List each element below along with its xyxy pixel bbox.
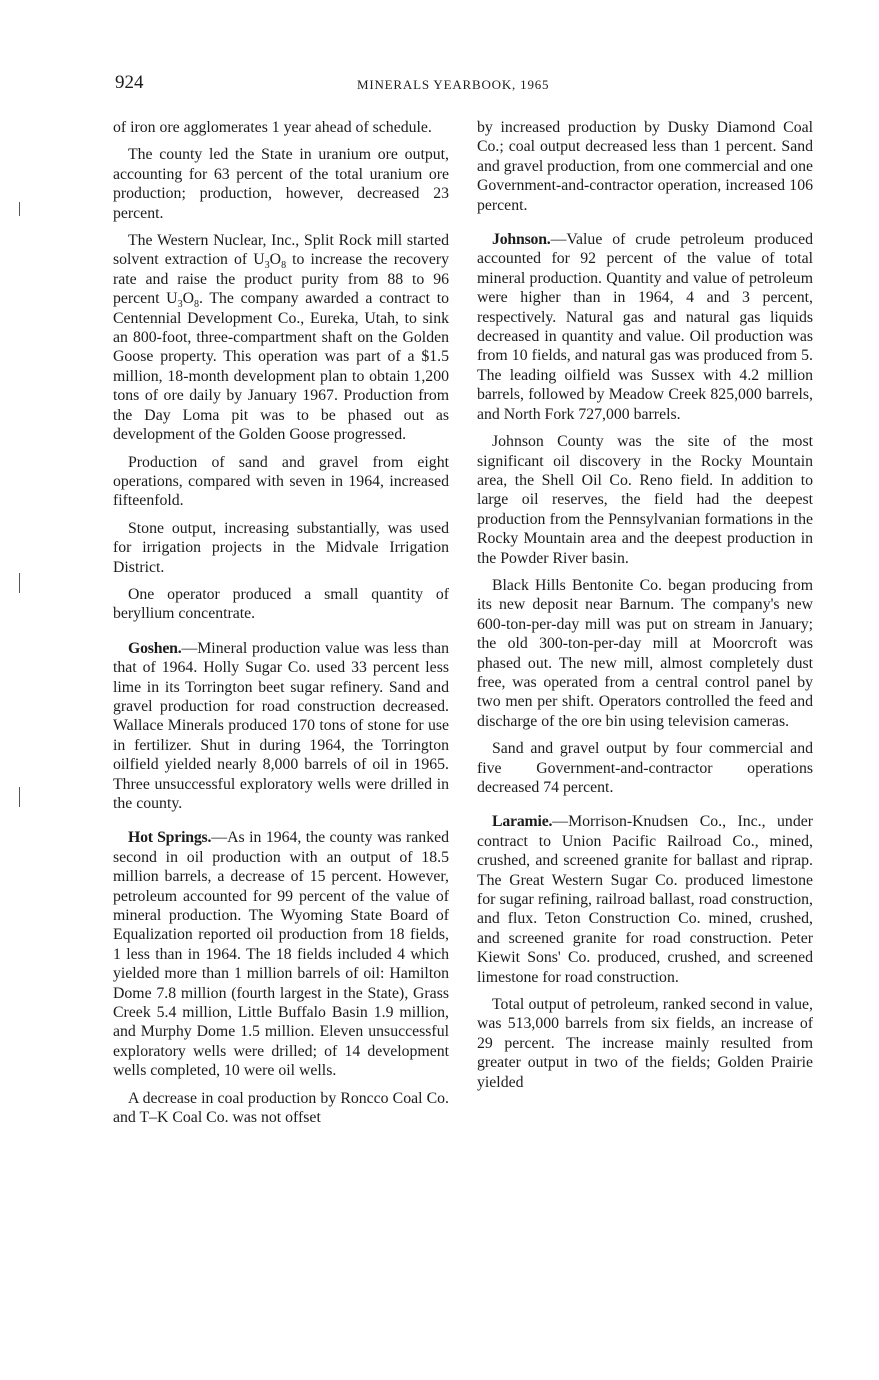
page-number: 924 bbox=[115, 72, 144, 93]
paragraph: Stone output, increasing substantially, was used for irrigation projects in the Midvale Irrigation District. bbox=[113, 519, 449, 576]
section-johnson bbox=[477, 230, 813, 424]
paragraph: of iron ore agglomerates 1 year ahead of schedule. bbox=[113, 119, 432, 136]
margin-mark bbox=[19, 202, 20, 216]
text-run: O bbox=[182, 290, 195, 308]
section-text: —Morrison-Knudsen Co., Inc., under contract to Union Pacific Railroad Co., mined, crushed, and screened granite for ballast and riprap. The Great Western Sugar Co. produced limestone for sugar refining, railroad ballast, road construction, and flux. Teton Construction Co. mined, crushed, and screened granite for road construction. Peter Kiewit Sons' Co. produced, crushed, and screened limestone for road construction. bbox=[477, 813, 813, 986]
paragraph: The county led the State in uranium ore output, accounting for 63 percent of the total uranium ore production; production, however, decreased 23 percent. bbox=[113, 146, 449, 222]
section-text: —Value of crude petroleum produced accounted for 92 percent of the value of total mineral production. Quantity and value of petroleum were higher than in 1964, 4 and 3 percent, respectively. Natural gas and natural gas liquids decreased in quantity and value. Oil production was from 10 fields, and natural gas was produced from 5. The leading oilfield was Sussex with 4.2 million barrels, followed by Meadow Creek 825,000 barrels, and North Fork 727,000 barrels. bbox=[477, 231, 813, 423]
paragraph: by increased production by Dusky Diamond Coal Co.; coal output decreased less than 1 percent. Sand and gravel production, from one commercial and one Government-and-contractor operation, increased 106 percent. bbox=[477, 119, 813, 214]
running-title: MINERALS YEARBOOK, 1965 bbox=[357, 77, 550, 92]
section-text: —Mineral production value was less than that of 1964. Holly Sugar Co. used 33 percent less lime in its Torrington beet sugar refinery. Sand and gravel production for road construction decreased. Wallace Minerals produced 170 tons of stone for use in fertilizer. Shut in during 1964, the Torrington oilfield yielded nearly 8,000 barrels of oil in 1965. Three unsuccessful exploratory wells were drilled in the county. bbox=[113, 639, 449, 812]
section-laramie bbox=[477, 812, 813, 987]
section-hot-springs bbox=[113, 828, 449, 1080]
section-goshen bbox=[113, 639, 449, 814]
margin-mark bbox=[19, 573, 20, 593]
paragraph-uranium bbox=[113, 231, 449, 444]
left-column bbox=[113, 118, 449, 1128]
paragraph: Production of sand and gravel from eight operations, compared with seven in 1964, increased fifteenfold. bbox=[113, 453, 449, 510]
subscript: 8 bbox=[281, 260, 287, 272]
paragraph: Sand and gravel output by four commercial and five Government-and-contractor operations decreased 74 percent. bbox=[477, 740, 813, 796]
text-run: O bbox=[269, 251, 282, 269]
subscript: 3 bbox=[264, 260, 270, 272]
paragraph: Total output of petroleum, ranked second in value, was 513,000 barrels from six fields, an increase of 29 percent. The increase mainly resulted from greater output in two of the fields; Golden Prairie yielded bbox=[477, 996, 813, 1091]
right-column bbox=[477, 118, 813, 1092]
margin-mark bbox=[19, 787, 20, 807]
section-heading: Laramie. bbox=[492, 813, 553, 831]
paragraph: One operator produced a small quantity of beryllium concentrate. bbox=[113, 585, 449, 623]
text-run: . The company awarded a contract to Centennial Development Co., Eureka, Utah, to sink an 800-foot, three-compartment shaft on the Golden Goose property. This operation was part of a $1.5 million, 18-month development plan to obtain 1,200 tons of ore daily by January 1967. Production from the Day Loma pit was to be phased out as development of the Golden Goose progressed. bbox=[113, 290, 449, 444]
subscript: 3 bbox=[177, 299, 183, 311]
paragraph: Johnson County was the site of the most significant oil discovery in the Rocky Mountain area, the Shell Oil Co. Reno field. In addition to large oil reserves, the field had the deepest production from the Pennsylvanian formations in the Rocky Mountain area and the deepest production in the Powder River basin. bbox=[477, 433, 813, 567]
text-run: to increase the recovery rate and raise the product purity from 88 to 96 percent U bbox=[113, 251, 449, 308]
section-heading: Goshen. bbox=[128, 639, 182, 657]
section-text: —As in 1964, the county was ranked second in oil production with an output of 18.5 million barrels, a decrease of 15 percent. However, petroleum accounted for 99 percent of the value of mineral production. The Wyoming State Board of Equalization reported oil production from 18 fields, 1 less than in 1964. The 18 fields included 4 which yielded more than 1 million barrels of oil: Hamilton Dome 7.8 million (fourth largest in the State), Grass Creek 5.4 million, Little Buffalo Basin 1.9 million, and Murphy Dome 1.5 million. Eleven unsuccessful exploratory wells were drilled; of 14 development wells completed, 10 were oil wells. bbox=[113, 829, 450, 1080]
paragraph: Black Hills Bentonite Co. began producing from its new deposit near Barnum. The company's new 600-ton-per-day mill was put on stream in January; the old 300-ton-per-day mill at Moorcroft was phased out. The new mill, almost completely dust free, was operated from a central control panel by two men per shift. Operators controlled the feed and discharge of the ore bin using television cameras. bbox=[477, 576, 813, 730]
paragraph: A decrease in coal production by Roncco Coal Co. and T–K Coal Co. was not offset bbox=[113, 1089, 449, 1127]
section-heading: Johnson. bbox=[492, 231, 551, 249]
section-heading: Hot Springs. bbox=[128, 829, 212, 847]
text-run: The Western Nuclear, Inc., Split Rock mill started solvent extraction of U bbox=[113, 232, 449, 269]
subscript: 8 bbox=[194, 299, 200, 311]
